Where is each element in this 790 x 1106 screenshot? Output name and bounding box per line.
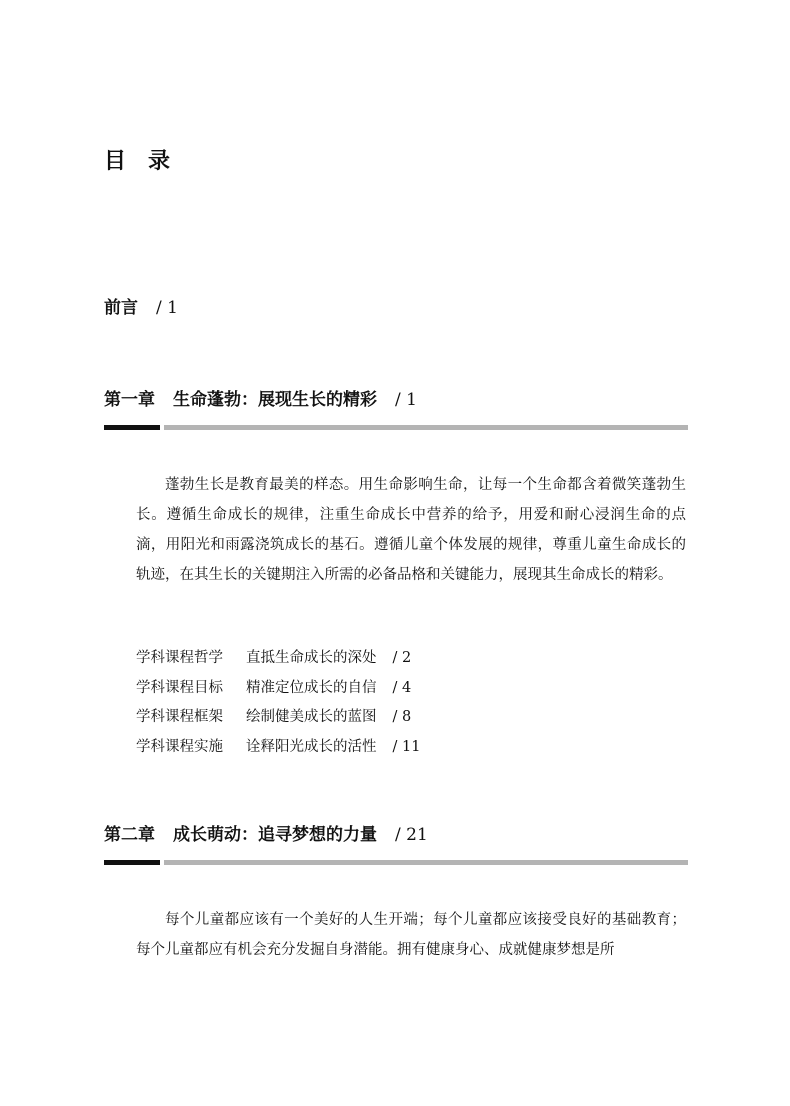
chapter-1-heading bbox=[104, 385, 688, 430]
section-label: 学科课程目标 bbox=[136, 679, 223, 696]
chapter-2-title: 成长萌动：追寻梦想的力量 bbox=[173, 825, 377, 845]
chapter-1-number: 第一章 bbox=[104, 390, 155, 410]
section-label: 学科课程哲学 bbox=[136, 650, 223, 666]
toc-entry-section[interactable] bbox=[136, 703, 686, 733]
toc-entry-preface[interactable] bbox=[104, 294, 178, 322]
chapter-2-heading bbox=[104, 820, 688, 865]
section-label: 学科课程框架 bbox=[136, 709, 223, 725]
section-page-ref: / 11 bbox=[392, 738, 421, 755]
preface-page-ref: / 1 bbox=[156, 298, 178, 318]
section-title: 精准定位成长的自信 bbox=[246, 679, 377, 696]
chapter-1-intro: 蓬勃生长是教育最美的样态。用生命影响生命，让每一个生命都含着微笑蓬勃生长。遵循生命成长的规律，注重生命成长中营养的给予，用爱和耐心浸润生命的点滴，用阳光和雨露浇筑成长的基石。遵循儿童个体发展的规律，尊重儿童生命成长的轨迹，在其生长的关键期注入所需的必备品格和关键能力，展现其生命成长的精彩。 bbox=[136, 477, 686, 583]
section-title: 直抵生命成长的深处 bbox=[246, 650, 377, 666]
chapter-2-intro: 每个儿童都应该有一个美好的人生开端；每个儿童都应该接受良好的基础教育；每个儿童都应有机会充分发掘自身潜能。拥有健康身心、成就健康梦想是所 bbox=[136, 912, 686, 958]
page-title: 目录 bbox=[104, 149, 193, 174]
section-title: 诠释阳光成长的活性 bbox=[246, 738, 377, 755]
toc-entry-section[interactable] bbox=[136, 674, 686, 704]
chapter-2-number: 第二章 bbox=[104, 825, 155, 845]
rule-light-segment bbox=[164, 425, 688, 430]
toc-entry-section[interactable] bbox=[136, 733, 686, 763]
chapter-2-page-ref: / 21 bbox=[395, 825, 428, 845]
rule-dark-segment bbox=[104, 425, 160, 430]
section-page-ref: / 4 bbox=[392, 679, 412, 696]
rule-dark-segment bbox=[104, 860, 160, 865]
chapter-1-sections bbox=[136, 644, 686, 762]
section-page-ref: / 2 bbox=[392, 650, 412, 666]
rule-light-segment bbox=[164, 860, 688, 865]
section-title: 绘制健美成长的蓝图 bbox=[246, 709, 377, 725]
chapter-1-page-ref: / 1 bbox=[395, 390, 417, 410]
toc-entry-chapter-2[interactable] bbox=[104, 820, 688, 850]
toc-entry-section[interactable] bbox=[136, 644, 686, 674]
preface-label: 前言 bbox=[104, 298, 138, 318]
section-label: 学科课程实施 bbox=[136, 738, 223, 755]
chapter-2-rule bbox=[104, 860, 688, 865]
chapter-1-rule bbox=[104, 425, 688, 430]
toc-entry-chapter-1[interactable] bbox=[104, 385, 688, 415]
chapter-1-title: 生命蓬勃：展现生长的精彩 bbox=[173, 390, 377, 410]
section-page-ref: / 8 bbox=[392, 709, 412, 725]
